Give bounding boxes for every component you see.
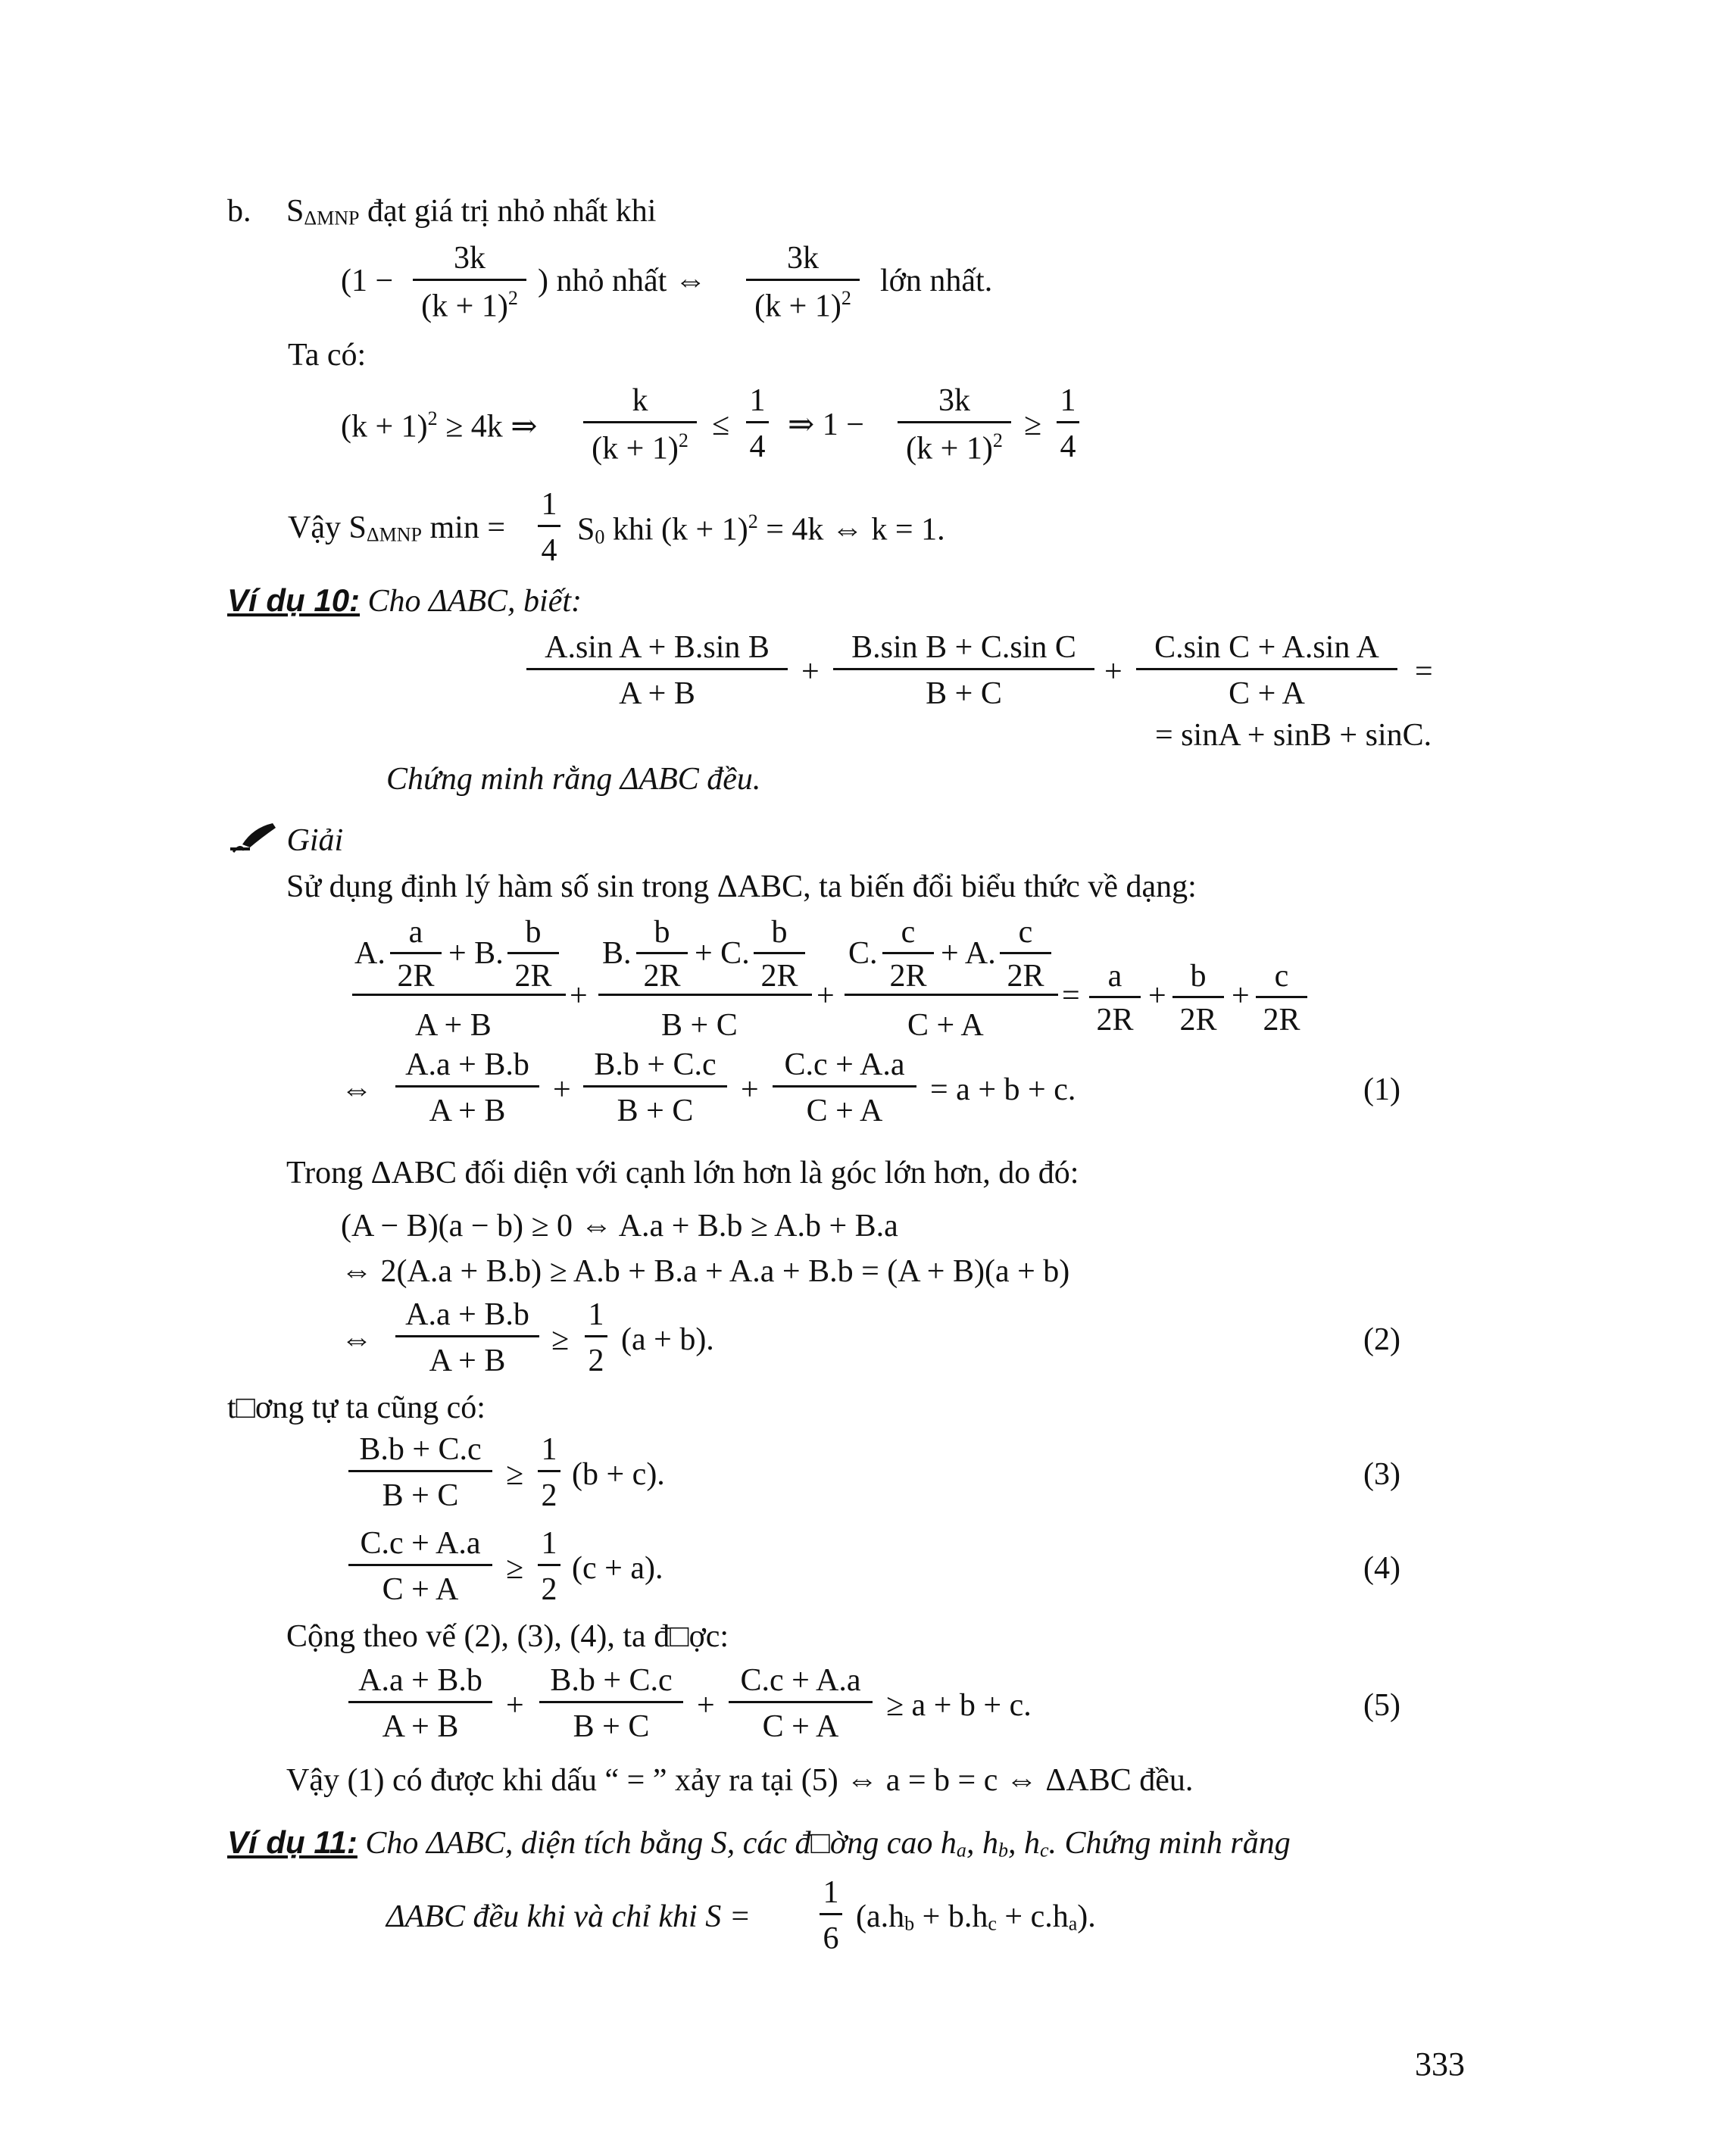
v10-rhs: = sinA + sinB + sinC. — [1155, 718, 1432, 753]
bt3-den: C + A — [907, 1008, 984, 1043]
bt2-frac-2: b 2R — [754, 916, 805, 992]
fraction-quarter-2: 1 4 — [1057, 385, 1079, 463]
part-label: b. — [227, 194, 251, 229]
trong-text: Trong ΔABC đối diện với cạnh lớn hơn là góc lớn hơn, do đó: — [286, 1156, 1079, 1191]
eq1-frac-1: A.a + B.b A + B — [395, 1049, 539, 1127]
bt1-p: + B. — [448, 936, 504, 971]
cond-close: ) nhỏ nhất ⇔ — [538, 264, 707, 298]
s-symbol: S — [286, 194, 304, 229]
bt2-p: + C. — [695, 936, 750, 971]
solution-title-text: Giải — [286, 823, 344, 858]
tuong-tu: t□ơng tự ta cũng có: — [227, 1390, 486, 1425]
line-1: (A − B)(a − b) ≥ 0 ⇔ A.a + B.b ≥ A.b + B.a — [341, 1209, 898, 1244]
iff-sign: ⇔ — [341, 1322, 373, 1357]
equation-number: (1) — [1363, 1072, 1400, 1107]
half-frac: 1 2 — [585, 1299, 607, 1377]
ge-sign: ≥ — [551, 1322, 570, 1357]
bt3-frac-1: c 2R — [882, 916, 934, 992]
sixth-frac: 1 6 — [820, 1877, 842, 1955]
imp-text: ⇒ 1 − — [788, 407, 864, 442]
bt3-main-bar — [845, 994, 1058, 996]
vay-text: Vậy (1) có được khi dấu “ = ” xảy ra tại (5) ⇔ a = b = c ⇔ ΔABC đều. — [286, 1763, 1194, 1798]
plus-sign: + — [741, 1072, 759, 1107]
solution-intro: Sử dụng định lý hàm số sin trong ΔABC, ta biến đổi biểu thức về dạng: — [286, 869, 1197, 904]
bt3-a: C. — [848, 936, 878, 971]
half-frac: 1 2 — [538, 1434, 560, 1512]
s-subscript: ΔMNP — [304, 207, 360, 229]
cong-text: Cộng theo vế (2), (3), (4), ta đ□ợc: — [286, 1619, 729, 1654]
cond-open: (1 − — [341, 264, 394, 298]
plus-sign: + — [570, 978, 588, 1013]
part-b-statement — [286, 195, 656, 229]
v10-prove: Chứng minh rằng ΔABC đều. — [386, 762, 761, 797]
bt1-main-bar — [352, 994, 566, 996]
conclusion-right: S0 khi $(k + 1)^2 = 4k$ ⇔ k = 1. — [577, 510, 945, 548]
le-sign: ≤ — [712, 407, 730, 442]
eq5-rhs: ≥ a + b + c. — [886, 1688, 1032, 1723]
plus-sign: + — [801, 654, 820, 689]
example-11-heading: Ví dụ 11: — [227, 1824, 358, 1860]
eq4-rhs: (c + a). — [572, 1551, 663, 1586]
equation-number: (4) — [1363, 1551, 1400, 1586]
example-10-heading: Ví dụ 10: — [227, 582, 361, 618]
eq5-frac-3: C.c + A.a C + A — [729, 1665, 873, 1743]
statement-text: đạt giá trị nhỏ nhất khi — [367, 194, 657, 229]
iff-sign: ⇔ — [341, 1072, 373, 1107]
example-11-line-2: ΔABC đều khi và chỉ khi S = — [386, 1899, 751, 1934]
plus-sign: + — [506, 1688, 524, 1723]
pen-writing-icon — [227, 822, 279, 855]
conclusion-left: Vậy SΔMNP min = — [288, 510, 506, 546]
fraction-3k-3: 3k $(k + 1)^2$ — [898, 385, 1011, 465]
rhs-frac-c: c 2R — [1256, 960, 1307, 1036]
solution-title — [227, 822, 343, 857]
eq1-frac-3: C.c + A.a C + A — [773, 1049, 916, 1127]
bt3-p: + A. — [941, 936, 996, 971]
bt2-a: B. — [602, 936, 632, 971]
eq3-frac: B.b + C.c B + C — [348, 1434, 492, 1512]
eq3-rhs: (b + c). — [572, 1457, 665, 1492]
eq5-frac-2: B.b + C.c B + C — [539, 1665, 683, 1743]
eq2-rhs: (a + b). — [621, 1322, 714, 1357]
equation-number: (2) — [1363, 1322, 1400, 1357]
example-11-line-1 — [227, 1824, 1291, 1861]
ge-sign: ≥ — [1024, 407, 1042, 442]
equals-sign: = — [1062, 978, 1080, 1013]
eq5-frac-1: A.a + B.b A + B — [348, 1665, 492, 1743]
rhs-frac-a: a 2R — [1089, 960, 1141, 1036]
v10-term-3: C.sin C + A.sin A C + A — [1136, 632, 1397, 710]
fraction-k: k $(k + 1)^2$ — [583, 385, 697, 465]
plus-sign: + — [816, 978, 835, 1013]
bt3-frac-2: c 2R — [1000, 916, 1051, 992]
equation-number: (3) — [1363, 1457, 1400, 1492]
bt1-den: A + B — [415, 1008, 492, 1043]
example-10-header — [227, 582, 582, 619]
line-2: ⇔ 2(A.a + B.b) ≥ A.b + B.a + A.a + B.b = (A + B)(a + b) — [341, 1254, 1070, 1289]
v10-term-2: B.sin B + C.sin C B + C — [833, 632, 1094, 710]
plus-sign: + — [1232, 978, 1250, 1013]
ineq-lhs: $(k + 1)^2 \ge 4k$ ⇒ — [341, 407, 538, 445]
bt1-frac-2: b 2R — [507, 916, 559, 992]
bt1-a: A. — [354, 936, 386, 971]
eq1-frac-2: B.b + C.c B + C — [583, 1049, 727, 1127]
fraction-quarter-3: 1 4 — [538, 488, 560, 566]
frac-bar — [413, 279, 526, 281]
plus-sign: + — [553, 1072, 571, 1107]
plus-sign: + — [1104, 654, 1122, 689]
rhs-frac-b: b 2R — [1172, 960, 1224, 1036]
eq4-frac: C.c + A.a C + A — [348, 1528, 492, 1606]
equals-sign: = — [1415, 654, 1433, 689]
bt2-main-bar — [598, 994, 812, 996]
bt1-frac-1: a 2R — [390, 916, 442, 992]
cond-tail: lớn nhất. — [880, 264, 993, 298]
v10-term-1: A.sin A + B.sin B A + B — [526, 632, 788, 710]
eq1-rhs: = a + b + c. — [930, 1072, 1076, 1107]
example-11-formula: (a.hb + b.hc + c.ha). — [856, 1899, 1096, 1935]
plus-sign: + — [1148, 978, 1166, 1013]
frac-num: 3k — [454, 241, 486, 276]
half-frac: 1 2 — [538, 1528, 560, 1606]
fraction-quarter-1: 1 4 — [746, 385, 769, 463]
frac-bar — [746, 279, 860, 281]
eq2-frac: A.a + B.b A + B — [395, 1299, 539, 1377]
ge-sign: ≥ — [506, 1551, 524, 1586]
example-10-condition: Cho ΔABC, biết: — [367, 584, 582, 619]
page-number: 333 — [1415, 2046, 1465, 2083]
bt2-den: B + C — [661, 1008, 738, 1043]
frac-num: 3k — [787, 241, 819, 276]
ta-co: Ta có: — [288, 338, 367, 373]
plus-sign: + — [697, 1688, 715, 1723]
fraction-3k-2 — [746, 242, 860, 323]
frac-den: $(k + 1)^2$ — [421, 287, 518, 324]
frac-den: $(k + 1)^2$ — [754, 287, 851, 324]
ge-sign: ≥ — [506, 1457, 524, 1492]
bt2-frac-1: b 2R — [636, 916, 688, 992]
equation-number: (5) — [1363, 1688, 1400, 1723]
example-11-text: Cho ΔABC, diện tích bằng S, các đ□ờng cao ha, hb, hc. Chứng minh rằng — [365, 1826, 1291, 1861]
fraction-3k-1 — [413, 242, 526, 323]
